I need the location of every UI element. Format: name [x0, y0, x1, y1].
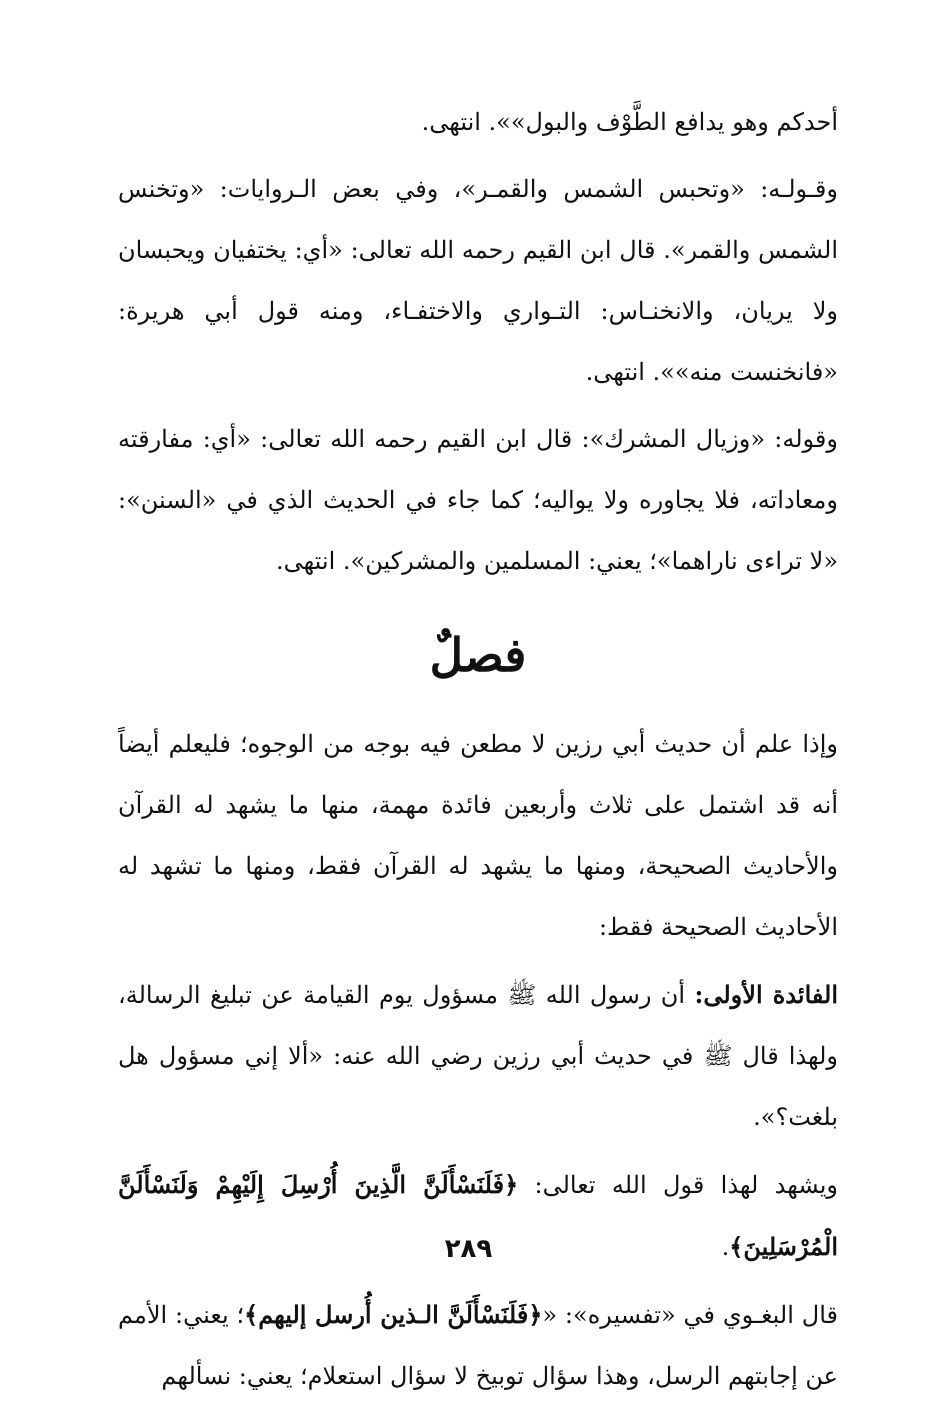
page-body: [118, 92, 838, 1413]
paragraph-4: وإذا علم أن حديث أبي رزين لا مطعن فيه بوجه من الوجوه؛ فليعلم أيضاً أنه قد اشتمل على ثلاث وأربعين فائدة مهمة، منها ما يشهد له القرآن والأحاديث الصحيحة، ومنها ما يشهد له القرآن فقط، ومنها ما تشهد له الأحاديث الصحيحة فقط:: [118, 730, 838, 941]
section-title: فصلٌ: [429, 628, 527, 682]
paragraph-5: [118, 964, 838, 1148]
page-number: ٢٨٩: [444, 1234, 493, 1264]
tafsir-intro: قال البغـوي في «تفسيره»: «: [542, 1301, 838, 1329]
benefit-label: الفائدة الأولى:: [694, 980, 838, 1009]
verse-end: .: [721, 1233, 730, 1261]
paragraph-1: أحدكم وهو يدافع الطَّوْف والبول»». انتهى.: [421, 108, 838, 136]
verse-intro: ويشهد لهذا قول الله تعالى:: [518, 1171, 839, 1199]
quran-verse: ﴿فَلَنَسْأَلَنَّ الَّذِينَ أُرْسِلَ إِلَيْهِمْ وَلَنَسْأَلَنَّ الْمُرْسَلِينَ﴾: [118, 1170, 838, 1261]
paragraph-2: وقـولـه: «وتحبس الشمس والقمـر»، وفي بعض الـروايات: «وتخنس الشمس والقمر». قال ابن القيم رحمه الله تعالى: «أي: يختفيان ويحبسان ولا يريان، والانخنـاس: التـواري والاختفـاء، ومنه قول أبي هريرة: «فانخنست منه»». انتهى.: [118, 175, 838, 386]
benefit-body: أن رسول الله ﷺ مسؤول يوم القيامة عن تبليغ الرسالة، ولهذا قال ﷺ في حديث أبي رزين رضي الله عنه: «ألا إني مسؤول هل بلغت؟».: [118, 981, 839, 1131]
tafsir-body: ؛ يعني: الأمم عن إجابتهم الرسل، وهذا سؤال توبيخ لا سؤال استعلام؛ يعني: نسألهم: [118, 1301, 838, 1390]
quran-verse-quote: ﴿فَلَنَسْأَلَنَّ الـذين أُرسل إليهم﴾: [244, 1300, 543, 1329]
paragraph-7: [118, 1284, 838, 1407]
paragraph-3: وقوله: «وزيال المشرك»: قال ابن القيم رحمه الله تعالى: «أي: مفارقته ومعاداته، فلا يجاوره ولا يواليه؛ كما جاء في الحديث الذي في «السنن»: «لا تراءى ناراهما»؛ يعني: المسلمين والمشركين». انتهى.: [118, 425, 838, 575]
